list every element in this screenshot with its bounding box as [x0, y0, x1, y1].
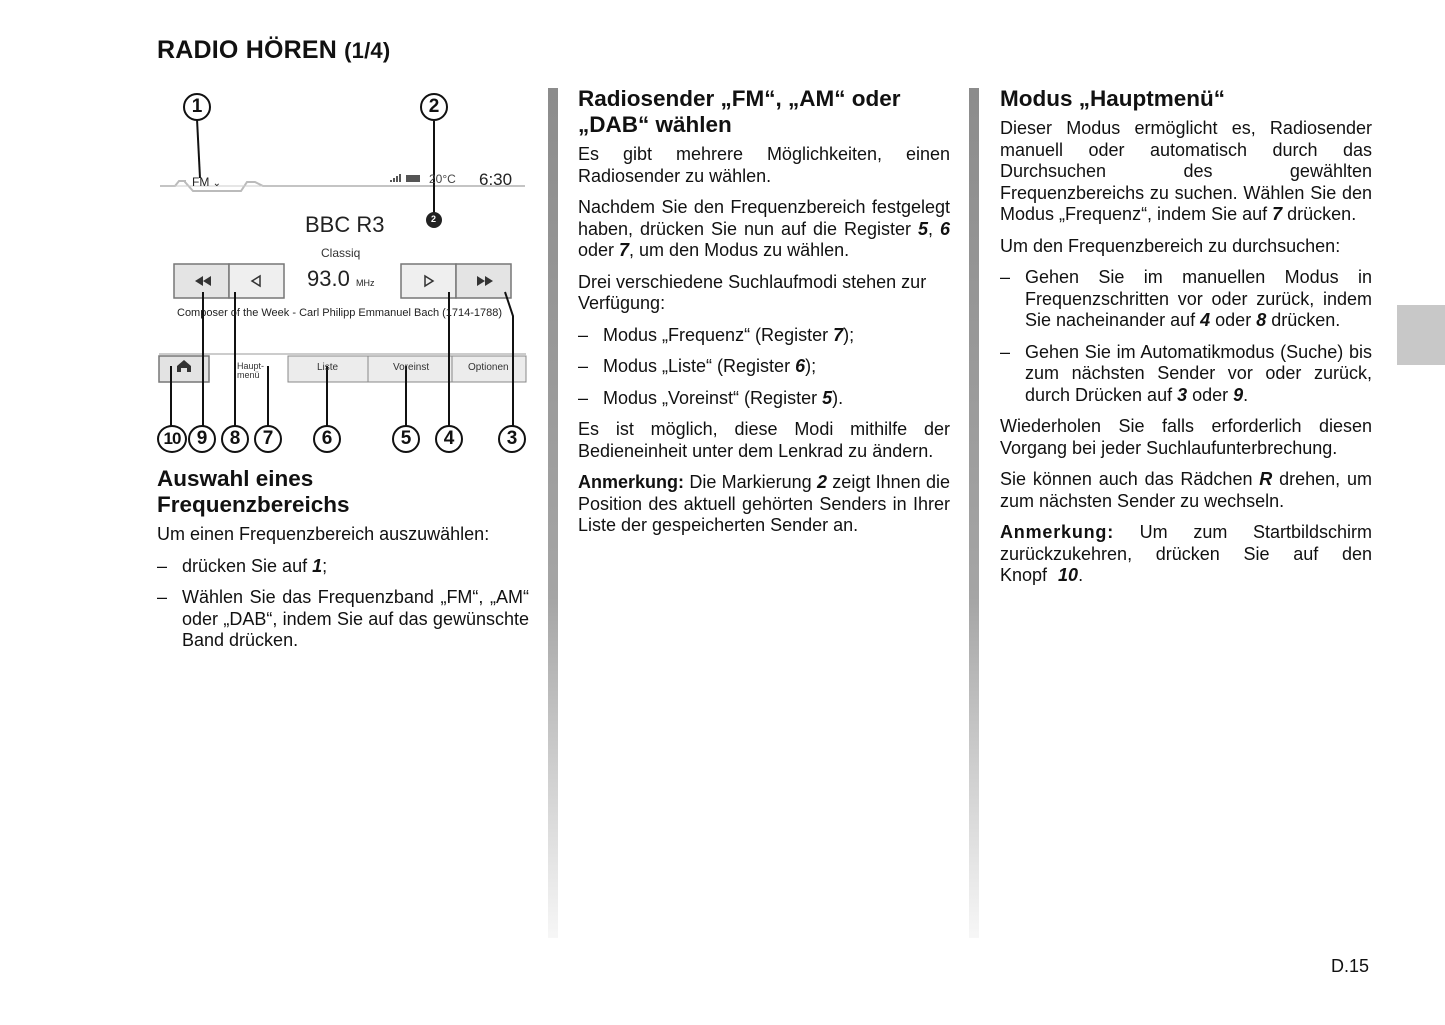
reference-number: 10 [1058, 565, 1079, 585]
text: ); [805, 356, 817, 376]
reference-number: 8 [1256, 310, 1267, 330]
reference-number: 5 [822, 387, 833, 408]
home-tab [159, 356, 209, 382]
band-label: FM [192, 175, 210, 189]
page-title-text: RADIO HÖREN [157, 36, 337, 64]
callout-2: 2 [420, 93, 448, 121]
chapter-tab-marker [1397, 305, 1445, 365]
text: Gehen Sie im manuellen Modus in Frequenzschritten vor oder zurück, indem Sie nacheinander auf [1025, 267, 1372, 330]
paragraph: Es gibt mehrere Möglichkeiten, einen Radiosender zu wählen. [578, 144, 950, 186]
text: ). [832, 387, 844, 408]
text: Sie können auch das Rädchen [1000, 469, 1260, 489]
text: oder [1210, 310, 1257, 330]
callout-8: 8 [221, 425, 249, 453]
text: oder [578, 240, 620, 260]
text: Modus „Voreinst“ (Register [603, 387, 823, 408]
radio-screen-illustration [155, 86, 535, 458]
rewind-button [229, 264, 284, 298]
reference-number: 7 [1272, 204, 1283, 224]
note-label: Anmerkung: [578, 472, 685, 492]
list-item [578, 325, 950, 347]
text: Modus „Liste“ (Register [603, 356, 796, 376]
list-item [1000, 342, 1372, 407]
list-item [157, 556, 529, 578]
reference-number: 6 [795, 356, 806, 376]
note-paragraph [578, 472, 950, 537]
text: Um zum Startbildschirm zurückzukehren, drücken Sie auf den Knopf [1000, 522, 1372, 585]
reference-letter: R [1259, 469, 1273, 489]
reference-number: 7 [619, 240, 630, 260]
callout-1: 1 [183, 93, 211, 121]
search-list [1000, 267, 1372, 406]
frequency-unit: MHz [355, 278, 375, 288]
text: ); [843, 324, 855, 345]
callout-6: 6 [313, 425, 341, 453]
list-item [578, 356, 950, 378]
list-item-text: drücken Sie auf [182, 555, 313, 576]
list-item: – Wählen Sie das Frequenzband „FM“, „AM“ oder „DAB“, indem Sie auf das gewünschte Band drücken. [157, 587, 529, 652]
list-item [1000, 267, 1372, 332]
station-genre: Classiq [321, 246, 361, 260]
middle-column [578, 86, 950, 547]
radio-text: Composer of the Week - Carl Philipp Emmanuel Bach (1714-1788) [177, 307, 503, 319]
note-paragraph [1000, 522, 1372, 587]
callout-7: 7 [254, 425, 282, 453]
page-title [157, 36, 390, 65]
tab-main-menu[interactable] [237, 362, 264, 380]
mode-list [578, 325, 950, 410]
reference-number: 6 [939, 218, 950, 239]
text: Modus „Frequenz“ (Register [603, 324, 834, 345]
reference-number: 7 [833, 324, 844, 345]
station-marker-label: 2 [431, 214, 437, 224]
paragraph: Um einen Frequenzbereich auszuwählen: [157, 524, 490, 544]
text: . [1078, 565, 1084, 585]
section-heading-frequency-range [157, 466, 529, 518]
right-column [1000, 86, 1372, 597]
callout-10: 10 [157, 425, 187, 453]
callout-5: 5 [392, 425, 420, 453]
text: Nachdem Sie den Frequenzbereich festgelegt haben, drücken Sie nun auf die Register [578, 197, 950, 239]
clock-display: 6:30 [479, 170, 513, 189]
tab-main-menu-line1: Haupt- [237, 361, 265, 371]
text: drücken. [1266, 310, 1341, 330]
reference-number: 1 [312, 555, 323, 576]
text: Dieser Modus ermöglicht es, Radiosender manuell oder automatisch durch das Durchsuchen des gewählten Frequenzbereichs zu suchen. Wählen Sie den Modus „Frequenz“, indem Sie auf [1000, 118, 1372, 224]
tab-list[interactable]: Liste [317, 362, 339, 373]
text: drehen, um zum nächsten Sender zu wechseln. [1000, 469, 1372, 511]
text: zeigt Ihnen die Position des aktuell gehörten Senders in Ihrer Liste der gespeicherten Sender an. [578, 472, 951, 535]
reference-number: 9 [1233, 384, 1244, 405]
reference-number: 4 [1200, 310, 1211, 330]
text: Die Markierung [684, 472, 817, 492]
text: drücken. [1282, 204, 1357, 224]
text: , [928, 218, 940, 239]
callout-9: 9 [188, 425, 216, 453]
station-name: BBC R3 [305, 212, 385, 237]
page-number: D.15 [1331, 956, 1370, 976]
paragraph: Es ist möglich, diese Modi mithilfe der Bedieneinheit unter dem Lenkrad zu ändern. [578, 419, 950, 461]
reference-number: 3 [1177, 384, 1188, 405]
text: Gehen Sie im Automatikmodus (Suche) bis zum nächsten Sender vor oder zurück, durch Drücken auf [1025, 341, 1372, 405]
band-selector[interactable] [192, 175, 221, 189]
chevron-down-icon: ⌄ [212, 178, 222, 189]
callout-3: 3 [498, 425, 526, 453]
reference-number: 2 [816, 472, 827, 492]
section-heading-station-select: Radiosender „FM“, „AM“ oder „DAB“ wählen [578, 86, 901, 137]
reference-number: 5 [917, 218, 928, 239]
paragraph: Wiederholen Sie falls erforderlich diesen Vorgang bei jeder Suchlaufunterbrechung. [1000, 416, 1372, 458]
callout-4: 4 [435, 425, 463, 453]
text: . [1243, 384, 1249, 405]
paragraph: Drei verschiedene Suchlaufmodi stehen zur Verfügung: [578, 271, 927, 313]
frequency-display [307, 266, 374, 292]
list-item [578, 388, 950, 410]
paragraph [1000, 118, 1372, 226]
heading-line1: Auswahl eines [157, 466, 314, 491]
heading-line2: Frequenzbereichs [157, 492, 350, 517]
text: oder [1187, 384, 1234, 405]
section-heading-main-menu-mode: Modus „Hauptmenü“ [1000, 86, 1225, 111]
column-separator [969, 88, 979, 938]
paragraph [578, 197, 950, 262]
column-separator [548, 88, 558, 938]
temperature-display: 20°C [429, 172, 456, 186]
text: , um den Modus zu wählen. [629, 240, 850, 260]
tab-presets[interactable]: Voreinst [393, 362, 430, 373]
tab-options[interactable]: Optionen [468, 362, 509, 373]
page-title-suffix: (1/4) [344, 38, 391, 63]
paragraph [1000, 469, 1372, 512]
list-item-end: ; [322, 555, 328, 576]
paragraph: Um den Frequenzbereich zu durchsuchen: [1000, 235, 1341, 256]
left-column [157, 466, 529, 662]
instruction-list [157, 556, 529, 652]
tab-main-menu-line2: menü [237, 370, 260, 380]
frequency-value: 93.0 [307, 266, 350, 291]
forward-button [401, 264, 456, 298]
note-label: Anmerkung: [1000, 522, 1115, 542]
